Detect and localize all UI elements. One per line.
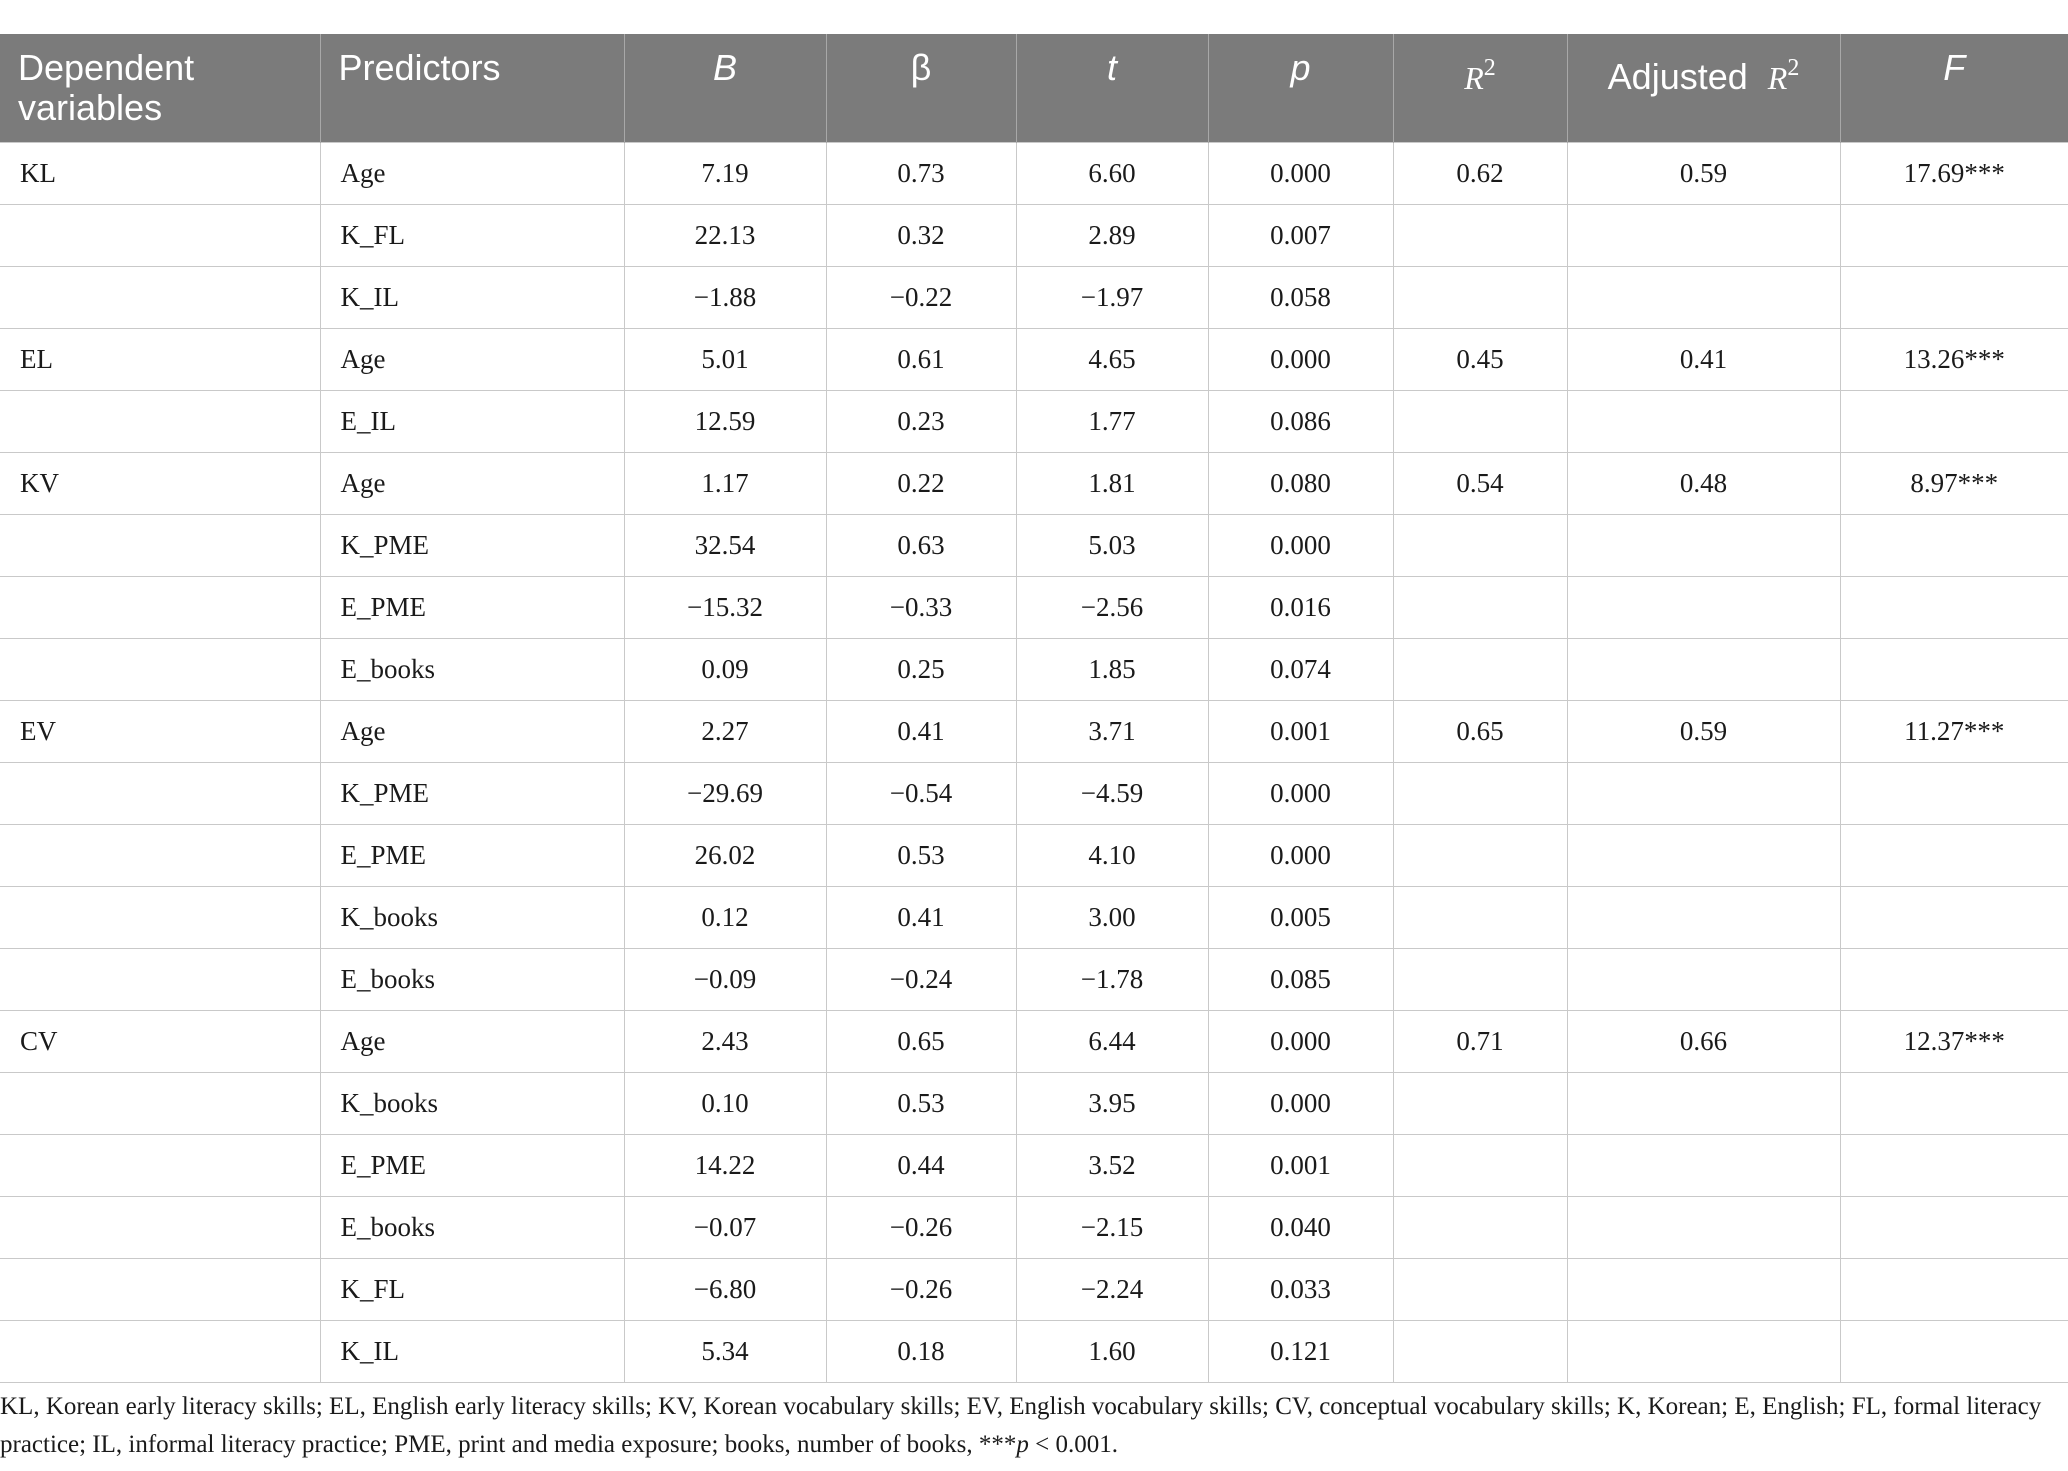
cell-predictor: K_books: [320, 886, 624, 948]
cell-r-squared: 0.45: [1393, 328, 1567, 390]
cell-f: [1840, 762, 2068, 824]
cell-r-squared: [1393, 948, 1567, 1010]
cell-r-squared: [1393, 514, 1567, 576]
cell-t: 3.00: [1016, 886, 1208, 948]
cell-predictor: K_IL: [320, 1320, 624, 1382]
cell-beta: −0.26: [826, 1258, 1016, 1320]
cell-adjusted-r-squared: 0.48: [1567, 452, 1840, 514]
cell-adjusted-r-squared: 0.59: [1567, 700, 1840, 762]
cell-predictor: K_PME: [320, 514, 624, 576]
cell-adjusted-r-squared: [1567, 824, 1840, 886]
header-f: F: [1840, 34, 2068, 142]
cell-p: 0.016: [1208, 576, 1393, 638]
cell-r-squared: [1393, 1258, 1567, 1320]
cell-p: 0.033: [1208, 1258, 1393, 1320]
cell-predictor: K_books: [320, 1072, 624, 1134]
cell-beta: −0.26: [826, 1196, 1016, 1258]
cell-predictor: K_PME: [320, 762, 624, 824]
cell-adjusted-r-squared: [1567, 1072, 1840, 1134]
table-row: [0, 390, 2068, 452]
cell-predictor: E_books: [320, 948, 624, 1010]
cell-adjusted-r-squared: [1567, 204, 1840, 266]
cell-beta: −0.33: [826, 576, 1016, 638]
cell-r-squared: [1393, 824, 1567, 886]
footnote-threshold: < 0.001.: [1028, 1431, 1118, 1458]
cell-dependent-variable: KL: [0, 142, 320, 204]
cell-f: [1840, 948, 2068, 1010]
cell-p: 0.000: [1208, 142, 1393, 204]
cell-t: 4.65: [1016, 328, 1208, 390]
cell-beta: 0.61: [826, 328, 1016, 390]
cell-p: 0.121: [1208, 1320, 1393, 1382]
cell-dependent-variable: EL: [0, 328, 320, 390]
cell-f: 11.27***: [1840, 700, 2068, 762]
cell-t: −4.59: [1016, 762, 1208, 824]
cell-f: [1840, 514, 2068, 576]
cell-adjusted-r-squared: [1567, 514, 1840, 576]
cell-adjusted-r-squared: [1567, 390, 1840, 452]
cell-predictor: K_FL: [320, 1258, 624, 1320]
cell-adjusted-r-squared: 0.41: [1567, 328, 1840, 390]
table-body: [0, 142, 2068, 1382]
cell-b: 12.59: [624, 390, 826, 452]
cell-t: 4.10: [1016, 824, 1208, 886]
table-row: [0, 576, 2068, 638]
cell-adjusted-r-squared: [1567, 948, 1840, 1010]
cell-r-squared: 0.62: [1393, 142, 1567, 204]
header-dependent-variables: Dependent variables: [0, 34, 320, 142]
cell-beta: 0.53: [826, 824, 1016, 886]
cell-b: −15.32: [624, 576, 826, 638]
table-row: [0, 328, 2068, 390]
cell-beta: 0.23: [826, 390, 1016, 452]
cell-t: 3.71: [1016, 700, 1208, 762]
cell-t: 2.89: [1016, 204, 1208, 266]
cell-t: −2.56: [1016, 576, 1208, 638]
cell-beta: 0.22: [826, 452, 1016, 514]
cell-t: 5.03: [1016, 514, 1208, 576]
cell-f: [1840, 1072, 2068, 1134]
cell-r-squared: [1393, 1134, 1567, 1196]
cell-adjusted-r-squared: [1567, 1258, 1840, 1320]
cell-predictor: K_IL: [320, 266, 624, 328]
header-r-squared: [1393, 34, 1567, 142]
cell-b: 5.01: [624, 328, 826, 390]
cell-p: 0.085: [1208, 948, 1393, 1010]
cell-b: 26.02: [624, 824, 826, 886]
adj-r-superscript: 2: [1787, 55, 1800, 81]
cell-r-squared: [1393, 390, 1567, 452]
cell-dependent-variable: [0, 266, 320, 328]
cell-beta: 0.18: [826, 1320, 1016, 1382]
r-squared-symbol: [1464, 55, 1496, 96]
cell-t: −1.97: [1016, 266, 1208, 328]
cell-p: 0.000: [1208, 762, 1393, 824]
table-row: [0, 142, 2068, 204]
table-row: [0, 1072, 2068, 1134]
cell-r-squared: [1393, 576, 1567, 638]
cell-t: 1.77: [1016, 390, 1208, 452]
cell-dependent-variable: [0, 1258, 320, 1320]
cell-p: 0.000: [1208, 1010, 1393, 1072]
cell-predictor: Age: [320, 328, 624, 390]
header-p: p: [1208, 34, 1393, 142]
cell-beta: 0.32: [826, 204, 1016, 266]
cell-b: −1.88: [624, 266, 826, 328]
cell-adjusted-r-squared: 0.66: [1567, 1010, 1840, 1072]
cell-adjusted-r-squared: [1567, 266, 1840, 328]
cell-adjusted-r-squared: [1567, 1196, 1840, 1258]
cell-f: [1840, 1320, 2068, 1382]
cell-f: [1840, 1134, 2068, 1196]
cell-dependent-variable: [0, 1320, 320, 1382]
cell-p: 0.000: [1208, 514, 1393, 576]
table-row: [0, 1134, 2068, 1196]
cell-p: 0.000: [1208, 1072, 1393, 1134]
cell-dependent-variable: EV: [0, 700, 320, 762]
cell-b: −0.07: [624, 1196, 826, 1258]
header-t: t: [1016, 34, 1208, 142]
cell-b: 32.54: [624, 514, 826, 576]
cell-dependent-variable: KV: [0, 452, 320, 514]
cell-f: [1840, 886, 2068, 948]
table-row: [0, 1258, 2068, 1320]
cell-t: −2.15: [1016, 1196, 1208, 1258]
r-letter: R: [1464, 60, 1484, 96]
cell-adjusted-r-squared: [1567, 1320, 1840, 1382]
cell-predictor: Age: [320, 700, 624, 762]
cell-p: 0.000: [1208, 328, 1393, 390]
cell-p: 0.007: [1208, 204, 1393, 266]
table-row: [0, 948, 2068, 1010]
adjusted-label: Adjusted: [1607, 56, 1748, 97]
cell-f: [1840, 824, 2068, 886]
cell-b: 2.43: [624, 1010, 826, 1072]
cell-dependent-variable: [0, 886, 320, 948]
cell-f: [1840, 204, 2068, 266]
cell-f: 12.37***: [1840, 1010, 2068, 1072]
adj-r-letter: R: [1767, 60, 1788, 96]
table-row: [0, 452, 2068, 514]
cell-f: 17.69***: [1840, 142, 2068, 204]
cell-beta: 0.63: [826, 514, 1016, 576]
cell-predictor: E_books: [320, 638, 624, 700]
cell-t: 3.52: [1016, 1134, 1208, 1196]
regression-table: [0, 34, 2068, 1383]
header-b: B: [624, 34, 826, 142]
cell-f: [1840, 1258, 2068, 1320]
cell-p: 0.001: [1208, 700, 1393, 762]
cell-predictor: E_PME: [320, 824, 624, 886]
cell-dependent-variable: [0, 1072, 320, 1134]
cell-adjusted-r-squared: [1567, 762, 1840, 824]
cell-adjusted-r-squared: [1567, 576, 1840, 638]
table-row: [0, 700, 2068, 762]
cell-b: −6.80: [624, 1258, 826, 1320]
table-row: [0, 204, 2068, 266]
cell-b: 2.27: [624, 700, 826, 762]
table-row: [0, 762, 2068, 824]
cell-dependent-variable: [0, 390, 320, 452]
header-adjusted-r-squared: [1567, 34, 1840, 142]
header-beta: β: [826, 34, 1016, 142]
cell-p: 0.086: [1208, 390, 1393, 452]
cell-p: 0.058: [1208, 266, 1393, 328]
cell-beta: −0.24: [826, 948, 1016, 1010]
cell-b: 0.12: [624, 886, 826, 948]
header-predictors: Predictors: [320, 34, 624, 142]
table-row: [0, 266, 2068, 328]
cell-t: −2.24: [1016, 1258, 1208, 1320]
table-row: [0, 638, 2068, 700]
cell-beta: 0.44: [826, 1134, 1016, 1196]
cell-f: [1840, 576, 2068, 638]
cell-dependent-variable: CV: [0, 1010, 320, 1072]
cell-adjusted-r-squared: 0.59: [1567, 142, 1840, 204]
cell-t: 1.85: [1016, 638, 1208, 700]
cell-p: 0.074: [1208, 638, 1393, 700]
cell-f: [1840, 638, 2068, 700]
cell-beta: 0.73: [826, 142, 1016, 204]
cell-dependent-variable: [0, 638, 320, 700]
cell-beta: 0.41: [826, 700, 1016, 762]
cell-r-squared: [1393, 886, 1567, 948]
cell-beta: 0.25: [826, 638, 1016, 700]
cell-t: 1.60: [1016, 1320, 1208, 1382]
cell-beta: 0.41: [826, 886, 1016, 948]
cell-b: −0.09: [624, 948, 826, 1010]
cell-b: 0.10: [624, 1072, 826, 1134]
cell-beta: −0.54: [826, 762, 1016, 824]
cell-dependent-variable: [0, 1196, 320, 1258]
cell-r-squared: 0.71: [1393, 1010, 1567, 1072]
cell-predictor: Age: [320, 1010, 624, 1072]
cell-b: 0.09: [624, 638, 826, 700]
cell-b: 1.17: [624, 452, 826, 514]
cell-p: 0.080: [1208, 452, 1393, 514]
cell-f: 8.97***: [1840, 452, 2068, 514]
cell-dependent-variable: [0, 514, 320, 576]
cell-t: 1.81: [1016, 452, 1208, 514]
cell-r-squared: [1393, 762, 1567, 824]
cell-predictor: E_PME: [320, 1134, 624, 1196]
cell-predictor: E_IL: [320, 390, 624, 452]
cell-f: [1840, 1196, 2068, 1258]
regression-table-container: [0, 34, 2068, 1383]
table-row: [0, 1010, 2068, 1072]
cell-p: 0.040: [1208, 1196, 1393, 1258]
footnote-p-symbol: p: [1016, 1431, 1029, 1458]
cell-predictor: Age: [320, 452, 624, 514]
cell-b: 14.22: [624, 1134, 826, 1196]
cell-predictor: Age: [320, 142, 624, 204]
cell-r-squared: [1393, 1072, 1567, 1134]
cell-p: 0.001: [1208, 1134, 1393, 1196]
cell-r-squared: 0.65: [1393, 700, 1567, 762]
cell-t: −1.78: [1016, 948, 1208, 1010]
cell-dependent-variable: [0, 762, 320, 824]
cell-t: 6.44: [1016, 1010, 1208, 1072]
cell-adjusted-r-squared: [1567, 638, 1840, 700]
cell-predictor: K_FL: [320, 204, 624, 266]
cell-r-squared: 0.54: [1393, 452, 1567, 514]
cell-dependent-variable: [0, 824, 320, 886]
table-header: [0, 34, 2068, 142]
r-superscript: 2: [1483, 55, 1496, 81]
cell-dependent-variable: [0, 1134, 320, 1196]
cell-adjusted-r-squared: [1567, 886, 1840, 948]
cell-beta: 0.53: [826, 1072, 1016, 1134]
cell-b: 22.13: [624, 204, 826, 266]
cell-b: −29.69: [624, 762, 826, 824]
cell-p: 0.000: [1208, 824, 1393, 886]
table-row: [0, 514, 2068, 576]
cell-r-squared: [1393, 266, 1567, 328]
cell-dependent-variable: [0, 948, 320, 1010]
header-row: [0, 34, 2068, 142]
cell-r-squared: [1393, 204, 1567, 266]
cell-adjusted-r-squared: [1567, 1134, 1840, 1196]
cell-beta: 0.65: [826, 1010, 1016, 1072]
cell-f: 13.26***: [1840, 328, 2068, 390]
cell-r-squared: [1393, 1196, 1567, 1258]
cell-p: 0.005: [1208, 886, 1393, 948]
table-footnote: [0, 1388, 2050, 1464]
cell-dependent-variable: [0, 576, 320, 638]
cell-t: 3.95: [1016, 1072, 1208, 1134]
adjusted-r-squared-symbol: [1767, 55, 1800, 96]
cell-r-squared: [1393, 1320, 1567, 1382]
cell-t: 6.60: [1016, 142, 1208, 204]
cell-dependent-variable: [0, 204, 320, 266]
cell-beta: −0.22: [826, 266, 1016, 328]
cell-f: [1840, 266, 2068, 328]
table-row: [0, 1320, 2068, 1382]
table-row: [0, 1196, 2068, 1258]
cell-f: [1840, 390, 2068, 452]
cell-b: 7.19: [624, 142, 826, 204]
footnote-text: KL, Korean early literacy skills; EL, English early literacy skills; KV, Korean vocabulary skills; EV, English vocabulary skills; CV, conceptual vocabulary skills; K, Korean; E, English; FL, formal literacy practice; IL, informal literacy practice; PME, print and media exposure; books, number of books, ***: [0, 1393, 2042, 1458]
cell-b: 5.34: [624, 1320, 826, 1382]
table-row: [0, 886, 2068, 948]
cell-predictor: E_books: [320, 1196, 624, 1258]
table-row: [0, 824, 2068, 886]
cell-predictor: E_PME: [320, 576, 624, 638]
cell-r-squared: [1393, 638, 1567, 700]
